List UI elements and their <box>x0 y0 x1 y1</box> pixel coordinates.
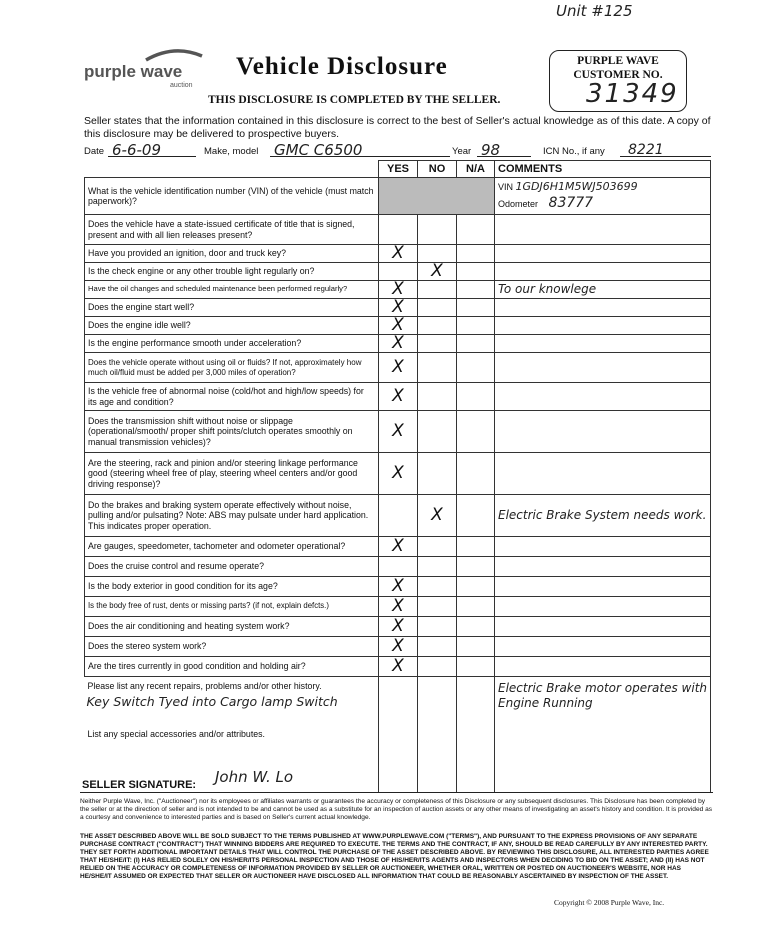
yes-cell[interactable]: X <box>379 411 418 453</box>
icn-field[interactable] <box>620 141 711 157</box>
table-row <box>85 557 711 577</box>
na-cell[interactable] <box>457 383 495 411</box>
na-cell[interactable] <box>457 281 495 299</box>
question-text: Does the engine start well? <box>85 299 379 317</box>
na-cell[interactable] <box>457 453 495 495</box>
na-cell[interactable] <box>457 577 495 597</box>
question-text: Have the oil changes and scheduled maintenance been performed regularly? <box>85 281 379 299</box>
icn-label: ICN No., if any <box>543 146 605 157</box>
shaded-cell <box>379 178 495 215</box>
question-text: Are the tires currently in good condition and holding air? <box>85 657 379 677</box>
table-row <box>85 617 711 637</box>
na-cell[interactable] <box>457 597 495 617</box>
accessories-label: List any special accessories and/or attributes. <box>87 729 265 739</box>
yes-cell[interactable] <box>379 557 418 577</box>
comment-cell[interactable] <box>495 299 711 317</box>
yes-cell[interactable]: X <box>379 537 418 557</box>
vin-odometer-cell <box>495 178 711 215</box>
yes-cell[interactable]: X <box>379 577 418 597</box>
yes-cell[interactable]: X <box>379 657 418 677</box>
signature-row <box>80 768 713 794</box>
yes-cell[interactable]: X <box>379 617 418 637</box>
icn-value: 8221 <box>628 142 664 158</box>
na-cell[interactable] <box>457 637 495 657</box>
page-subtitle: THIS DISCLOSURE IS COMPLETED BY THE SELLER. <box>208 94 501 106</box>
odometer-line <box>498 195 594 211</box>
no-cell[interactable] <box>418 537 457 557</box>
disclosure-table <box>84 160 711 793</box>
date-value: 6-6-09 <box>112 141 161 159</box>
yes-cell[interactable]: X <box>379 637 418 657</box>
no-cell[interactable] <box>418 411 457 453</box>
question-text: Is the engine performance smooth under acceleration? <box>85 335 379 353</box>
na-cell[interactable] <box>457 317 495 335</box>
vin-line <box>498 182 638 193</box>
na-header: N/A <box>457 161 495 178</box>
table-row <box>85 245 711 263</box>
repairs-handwritten[interactable]: Key Switch Tyed into Cargo lamp Switch <box>86 694 338 709</box>
purple-wave-logo <box>84 52 204 94</box>
no-cell[interactable] <box>418 557 457 577</box>
table-row <box>85 353 711 383</box>
vin-value: 1GDJ6H1M5WJ503699 <box>515 180 638 193</box>
date-field[interactable] <box>108 141 196 157</box>
table-row <box>85 537 711 557</box>
question-text: Does the stereo system work? <box>85 637 379 657</box>
yes-cell[interactable]: X <box>379 383 418 411</box>
comment-cell[interactable] <box>495 353 711 383</box>
no-cell[interactable] <box>418 577 457 597</box>
no-cell[interactable] <box>418 383 457 411</box>
make-field[interactable] <box>270 141 450 157</box>
no-cell[interactable] <box>418 657 457 677</box>
odometer-label: Odometer <box>498 199 539 209</box>
na-cell[interactable] <box>457 245 495 263</box>
comment-cell[interactable] <box>495 411 711 453</box>
question-text: What is the vehicle identification number (VIN) of the vehicle (must match paperwork)? <box>85 178 379 215</box>
comment-cell[interactable] <box>495 557 711 577</box>
comment-cell[interactable] <box>495 577 711 597</box>
question-text: Is the check engine or any other trouble light regularly on? <box>85 263 379 281</box>
yes-cell[interactable]: X <box>379 597 418 617</box>
intro-text: Seller states that the information contained in this disclosure is correct to the best of Seller's actual knowledge as of this date. A copy of this disclosure may be delivered to prospective buyers. <box>84 115 711 140</box>
comment-cell[interactable] <box>495 263 711 281</box>
signature-scribble[interactable]: John W. Lo <box>215 768 294 786</box>
question-text: Is the body free of rust, dents or missing parts? (if not, explain defcts.) <box>85 597 379 617</box>
customer-label-line1: PURPLE WAVE <box>577 55 659 67</box>
no-cell[interactable] <box>418 245 457 263</box>
no-cell[interactable] <box>418 453 457 495</box>
table-row <box>85 215 711 245</box>
question-text: Do the brakes and braking system operate effectively without noise, pulling and/or pulsating? Note: ABS may pulsate under hard application. This indicates proper operation. <box>85 495 379 537</box>
question-text: Does the air conditioning and heating system work? <box>85 617 379 637</box>
odometer-value: 83777 <box>548 195 594 211</box>
na-cell[interactable] <box>457 617 495 637</box>
logo-sub: auction <box>170 82 193 89</box>
table-row <box>85 281 711 299</box>
table-row <box>85 263 711 281</box>
legal-text: THE ASSET DESCRIBED ABOVE WILL BE SOLD SUBJECT TO THE TERMS PUBLISHED AT WWW.PURPLEWAVE.COM ("TERMS"), AND PURSUANT TO THE EXPRESS PROVISIONS OF ANY SEPARATE PURCHASE CONTRACT ("CONTRACT") THAT WINNING BIDDERS ARE REQUIRED TO EXECUTE. THE TERMS AND THE CONTRACT, IF ANY, SHOULD BE READ CAREFULLY BY ANY INTERESTED PARTY. THEY SET FORTH ADDITIONAL IMPORTANT DETAILS THAT WILL CONTROL THE PURCHASE OF THE ASSET DESCRIBED ABOVE. BY REVIEWING THIS DISCLOSURE, ALL INTERESTED PARTIES AGREE THAT HE/SHE/IT: (I) HAS RELIED SOLELY ON HIS/HER/ITS PERSONAL INSPECTION AND THOSE OF HIS/HER/ITS AGENTS AND INSPECTORS WHEN DECIDING TO BID ON THE ASSET; AND (II) HAS NOT RELIED ON THE ACCURACY OR COMPLETENESS OF INFORMATION PROVIDED BY SELLER OR AUCTIONEER, WHETHER ORAL, WRITTEN OR POSTED ON AUCTIONEER'S WEBSITE, NOR HAS HE/SHE/IT ASSUMED OR EXPECTED THAT SELLER OR AUCTIONEER HAVE DISCLOSED ALL INFORMATION THAT COULD BE REASONABLY ASCERTAINED BY INSPECTION OF THE ASSET. <box>80 833 709 880</box>
table-row <box>85 637 711 657</box>
table-row <box>85 597 711 617</box>
comment-cell[interactable] <box>495 537 711 557</box>
yes-cell[interactable] <box>379 215 418 245</box>
customer-label-line2: CUSTOMER NO. <box>573 69 663 81</box>
no-cell[interactable] <box>418 637 457 657</box>
year-label: Year <box>452 146 472 157</box>
na-cell[interactable] <box>457 263 495 281</box>
question-text: Does the cruise control and resume operate? <box>85 557 379 577</box>
yes-cell[interactable]: X <box>379 317 418 335</box>
make-label: Make, model <box>204 146 259 157</box>
customer-number-value: 31349 <box>586 79 679 109</box>
question-text: Is the body exterior in good condition for its age? <box>85 577 379 597</box>
na-cell[interactable] <box>457 495 495 537</box>
comment-cell[interactable] <box>495 657 711 677</box>
comment-cell[interactable]: Electric Brake System needs work. <box>495 495 711 537</box>
na-cell[interactable] <box>457 657 495 677</box>
wave-icon <box>144 48 204 62</box>
table-row <box>85 317 711 335</box>
customer-number-box <box>549 50 687 112</box>
no-cell[interactable] <box>418 335 457 353</box>
no-cell[interactable]: X <box>418 495 457 537</box>
table-row <box>85 657 711 677</box>
table-row <box>85 411 711 453</box>
comment-cell[interactable] <box>495 617 711 637</box>
na-cell[interactable] <box>457 299 495 317</box>
question-text: Does the engine idle well? <box>85 317 379 335</box>
question-text: Is the vehicle free of abnormal noise (cold/hot and high/low speeds) for its age and condition? <box>85 383 379 411</box>
no-cell[interactable] <box>418 597 457 617</box>
yes-cell[interactable]: X <box>379 453 418 495</box>
unit-note: Unit #125 <box>556 2 633 20</box>
yes-cell[interactable]: X <box>379 299 418 317</box>
na-cell[interactable] <box>457 215 495 245</box>
comment-cell[interactable] <box>495 245 711 263</box>
fields-row <box>84 141 711 159</box>
no-cell[interactable]: X <box>418 263 457 281</box>
year-field[interactable] <box>477 141 531 157</box>
table-row <box>85 495 711 537</box>
no-cell[interactable] <box>418 299 457 317</box>
date-label: Date <box>84 146 105 157</box>
question-text: Are gauges, speedometer, tachometer and odometer operational? <box>85 537 379 557</box>
vin-label: VIN <box>498 182 514 192</box>
table-row <box>85 178 711 215</box>
copyright: Copyright © 2008 Purple Wave, Inc. <box>554 898 665 907</box>
repairs-comment[interactable]: Electric Brake motor operates with Engine Running <box>495 677 711 793</box>
disclaimer-text: Neither Purple Wave, Inc. ("Auctioneer") nor its employees or affiliates warrants or guarantees the accuracy or completeness of this Disclosure or any subsequent disclosures. This Disclosure has been completed by the seller or at the direction of seller and is not intended to be and cannot be used as a substitute for an inspection of auction assets or any other means of investigating an asset's history and condition. It is provided as a courtesy and convenience to interested parties and is based on Seller's current actual knowledge. <box>80 798 713 821</box>
make-value: GMC C6500 <box>274 141 363 159</box>
yes-cell[interactable]: X <box>379 353 418 383</box>
comment-cell[interactable] <box>495 317 711 335</box>
yes-cell[interactable]: X <box>379 335 418 353</box>
na-cell[interactable] <box>457 537 495 557</box>
na-cell[interactable] <box>457 557 495 577</box>
table-row <box>85 299 711 317</box>
no-cell[interactable] <box>418 317 457 335</box>
yes-header: YES <box>379 161 418 178</box>
question-text: Does the vehicle have a state-issued certificate of title that is signed, present and with all lien releases present? <box>85 215 379 245</box>
na-cell[interactable] <box>457 411 495 453</box>
yes-cell[interactable]: X <box>379 281 418 299</box>
question-text: Does the transmission shift without noise or slippage (operational/smooth/ proper shift points/clutch operates smoothly on manual transmission vehicles)? <box>85 411 379 453</box>
comment-cell[interactable] <box>495 383 711 411</box>
year-value: 98 <box>481 141 501 159</box>
yes-cell[interactable] <box>379 263 418 281</box>
comment-cell[interactable] <box>495 215 711 245</box>
page-title: Vehicle Disclosure <box>236 53 448 80</box>
na-cell[interactable] <box>457 335 495 353</box>
yes-cell[interactable] <box>379 495 418 537</box>
table-row <box>85 335 711 353</box>
no-cell[interactable] <box>418 353 457 383</box>
table-row <box>85 383 711 411</box>
comment-cell[interactable]: To our knowlege <box>495 281 711 299</box>
question-header <box>85 161 379 178</box>
comment-cell[interactable] <box>495 335 711 353</box>
yes-cell[interactable]: X <box>379 245 418 263</box>
no-cell[interactable] <box>418 281 457 299</box>
repairs-label: Please list any recent repairs, problems and/or other history. <box>87 681 322 691</box>
no-cell[interactable] <box>418 215 457 245</box>
table-row <box>85 577 711 597</box>
no-cell[interactable] <box>418 617 457 637</box>
comment-cell[interactable] <box>495 597 711 617</box>
comment-cell[interactable] <box>495 637 711 657</box>
na-cell[interactable] <box>457 353 495 383</box>
question-text: Does the vehicle operate without using oil or fluids? If not, approximately how much oil/fluid must be added per 3,000 miles of operation? <box>85 353 379 383</box>
question-text: Have you provided an ignition, door and truck key? <box>85 245 379 263</box>
logo-brand: purple wave <box>84 62 183 81</box>
signature-label: SELLER SIGNATURE: <box>82 779 197 791</box>
table-row <box>85 453 711 495</box>
comment-cell[interactable] <box>495 453 711 495</box>
table-header-row <box>85 161 711 178</box>
question-text: Are the steering, rack and pinion and/or steering linkage performance good (steering wheel free of play, steering wheel centers and/or good driving response)? <box>85 453 379 495</box>
no-header: NO <box>418 161 457 178</box>
comments-header: COMMENTS <box>495 161 711 178</box>
